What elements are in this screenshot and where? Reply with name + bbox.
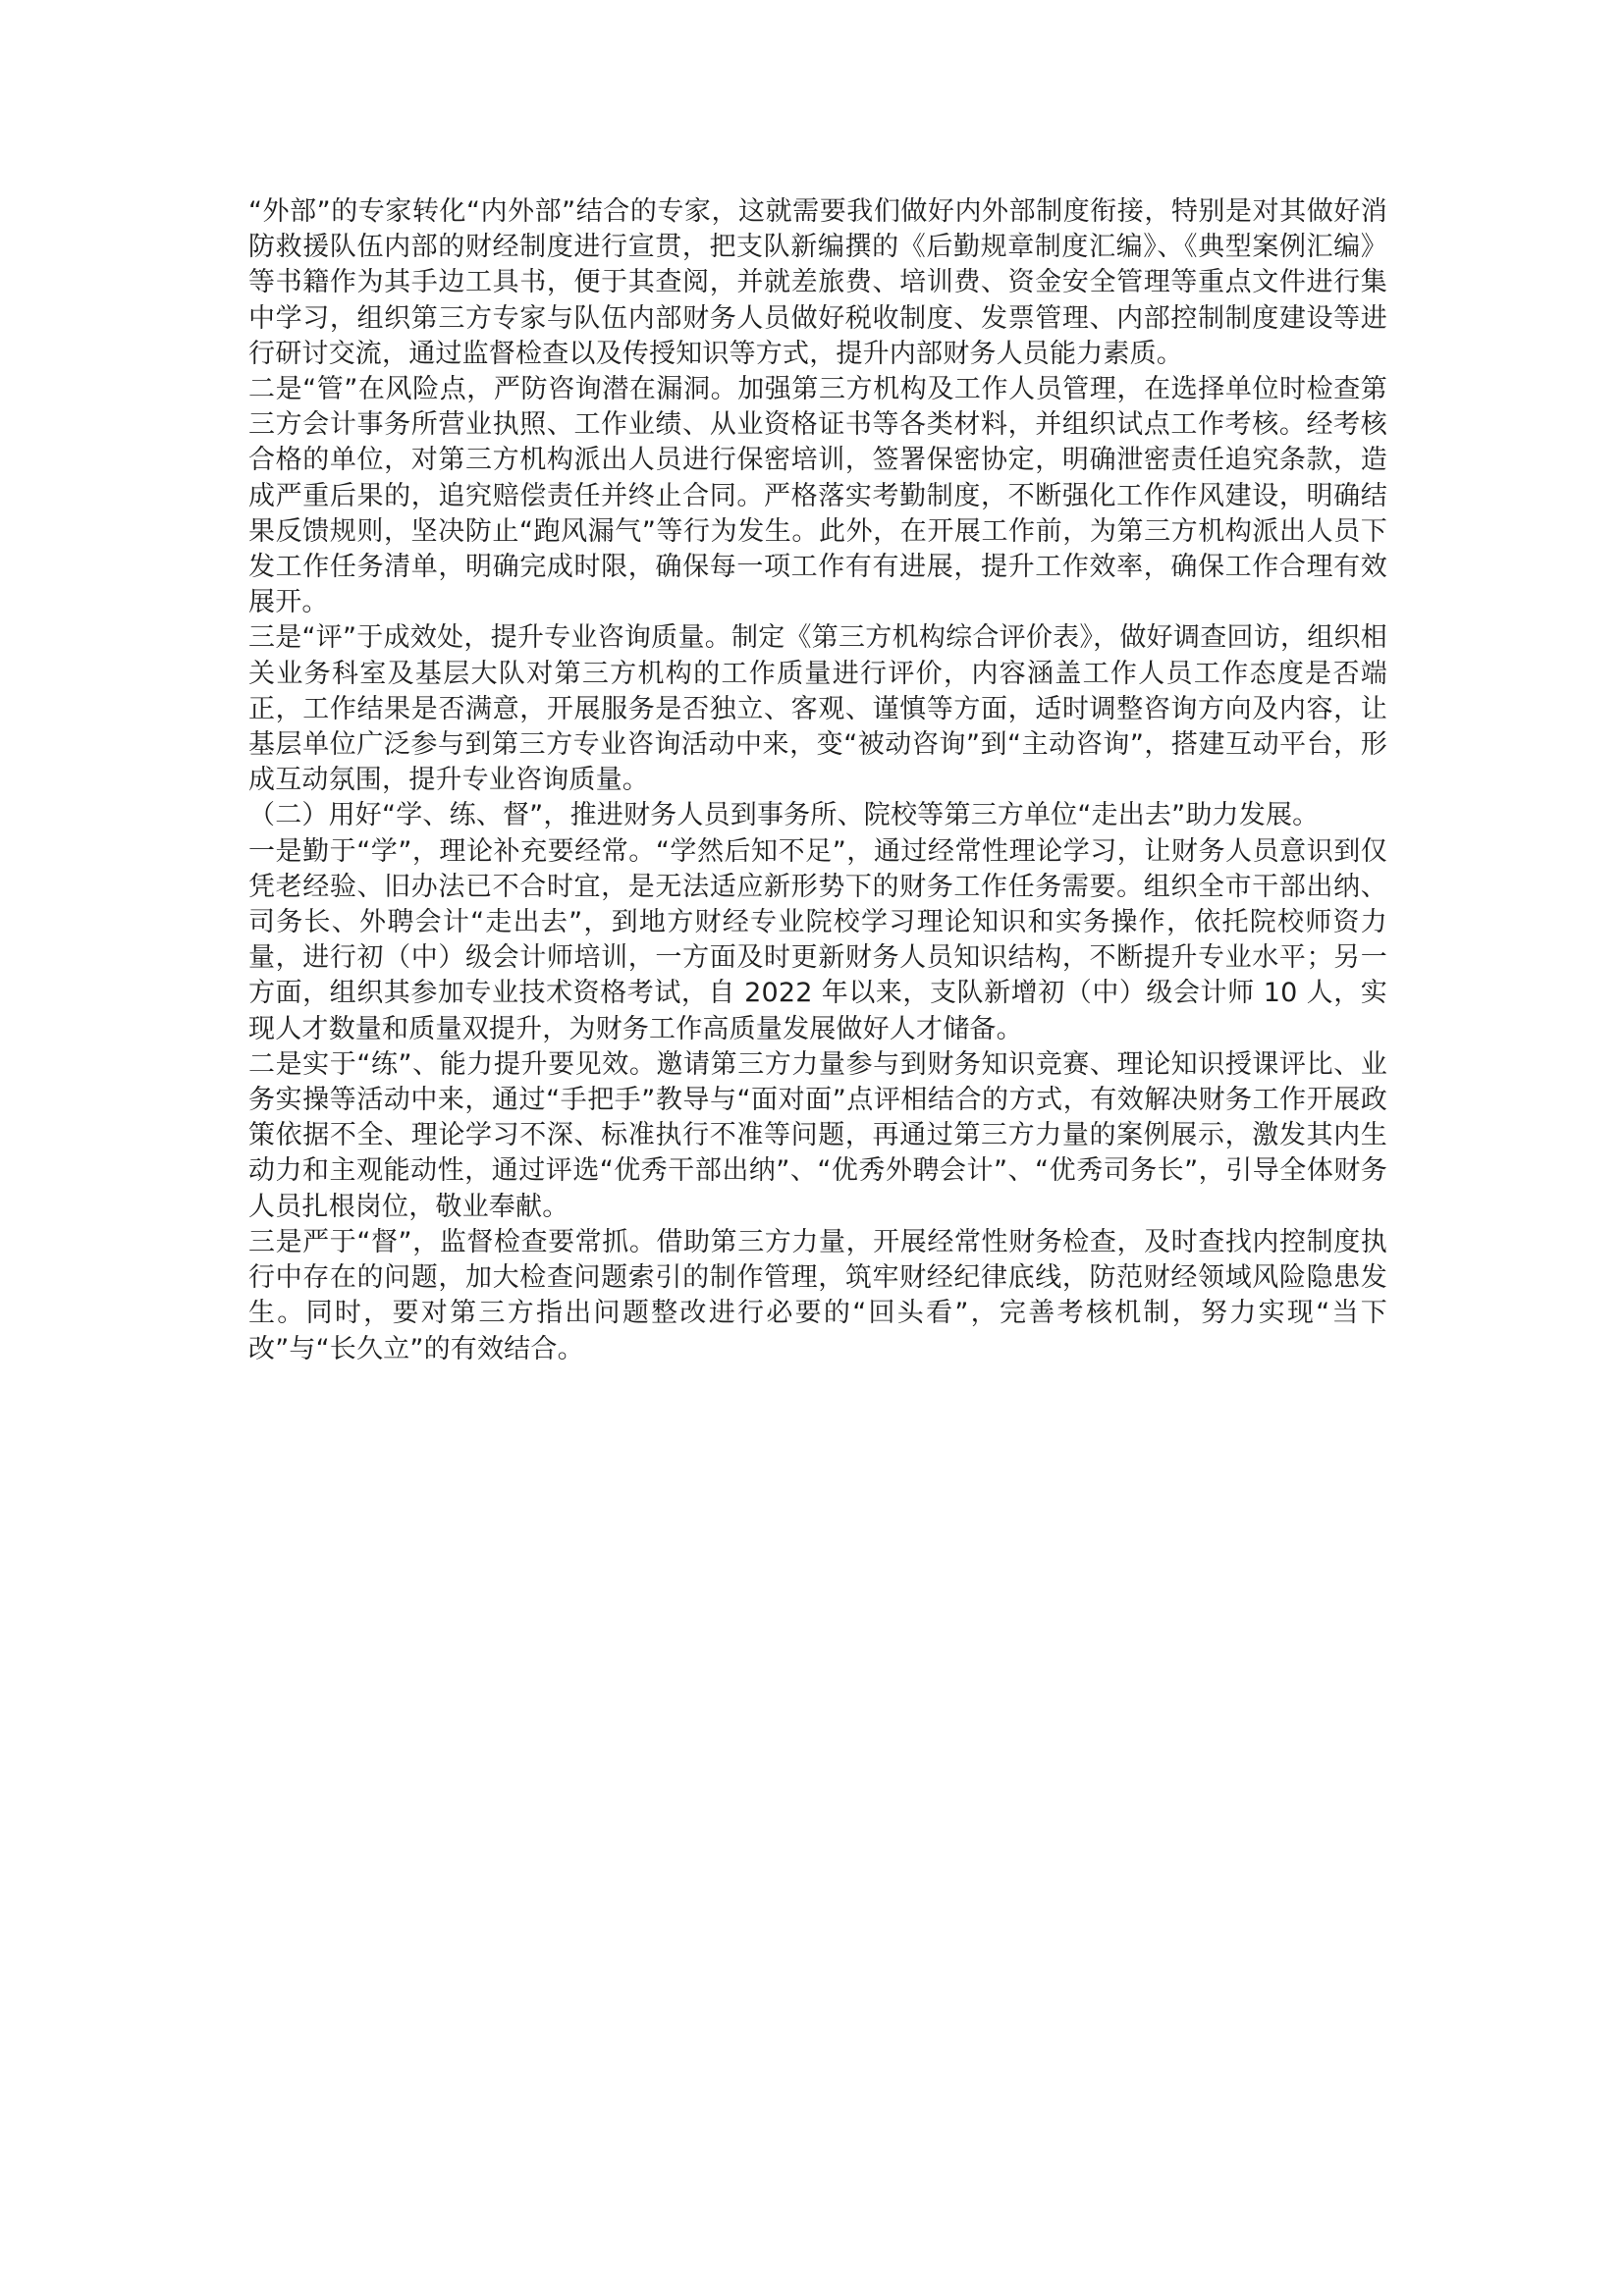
paragraph-practice: 二是实于“练”、能力提升要见效。邀请第三方力量参与到财务知识竞赛、理论知识授课评比、业务实操等活动中来，通过“手把手”教导与“面对面”点评相结合的方式，有效解决财务工作开展政策依据不全、理论学习不深、标准执行不准等问题，再通过第三方力量的案例展示，激发其内生动力和主观能动性，通过评选“优秀干部出纳”、“优秀外聘会计”、“优秀司务长”，引导全体财务人员扎根岗位，敬业奉献。 [248, 1048, 1387, 1222]
paragraph-supervision: 三是严于“督”，监督检查要常抓。借助第三方力量，开展经常性财务检查，及时查找内控制度执行中存在的问题，加大检查问题索引的制作管理，筑牢财经纪律底线，防范财经领域风险隐患发生。同时，要对第三方指出问题整改进行必要的“回头看”，完善考核机制，努力实现“当下改”与“长久立”的有效结合。 [248, 1226, 1387, 1364]
paragraph-evaluation: 三是“评”于成效处，提升专业咨询质量。制定《第三方机构综合评价表》，做好调查回访，组织相关业务科室及基层大队对第三方机构的工作质量进行评价，内容涵盖工作人员工作态度是否端正，工作结果是否满意，开展服务是否独立、客观、谨慎等方面，适时调整咨询方向及内容，让基层单位广泛参与到第三方专业咨询活动中来，变“被动咨询”到“主动咨询”，搭建互动平台，形成互动氛围，提升专业咨询质量。 [248, 622, 1387, 796]
paragraph-expert-integration: “外部”的专家转化“内外部”结合的专家，这就需要我们做好内外部制度衔接，特别是对其做好消防救援队伍内部的财经制度进行宣贯，把支队新编撰的《后勤规章制度汇编》、《典型案例汇编》等书籍作为其手边工具书，便于其查阅，并就差旅费、培训费、资金安全管理等重点文件进行集中学习，组织第三方专家与队伍内部财务人员做好税收制度、发票管理、内部控制制度建设等进行研讨交流，通过监督检查以及传授知识等方式，提升内部财务人员能力素质。 [248, 196, 1387, 369]
document-body [248, 194, 1387, 1367]
paragraph-section-heading: （二）用好“学、练、督”，推进财务人员到事务所、院校等第三方单位“走出去”助力发展。 [248, 800, 1320, 831]
paragraph-risk-management: 二是“管”在风险点，严防咨询潜在漏洞。加强第三方机构及工作人员管理，在选择单位时检查第三方会计事务所营业执照、工作业绩、从业资格证书等各类材料，并组织试点工作考核。经考核合格的单位，对第三方机构派出人员进行保密培训，签署保密协定，明确泄密责任追究条款，造成严重后果的，追究赔偿责任并终止合同。严格落实考勤制度，不断强化工作作风建设，明确结果反馈规则，坚决防止“跑风漏气”等行为发生。此外，在开展工作前，为第三方机构派出人员下发工作任务清单，明确完成时限，确保每一项工作有有进展，提升工作效率，确保工作合理有效展开。 [248, 374, 1387, 618]
paragraph-study: 一是勤于“学”，理论补充要经常。“学然后知不足”，通过经常性理论学习，让财务人员意识到仅凭老经验、旧办法已不合时宜，是无法适应新形势下的财务工作任务需要。组织全市干部出纳、司务长、外聘会计“走出去”，到地方财经专业院校学习理论知识和实务操作，依托院校师资力量，进行初（中）级会计师培训，一方面及时更新财务人员知识结构，不断提升专业水平；另一方面，组织其参加专业技术资格考试，自 2022 年以来，支队新增初（中）级会计师 10 人，实现人才数量和质量双提升，为财务工作高质量发展做好人才储备。 [248, 835, 1387, 1044]
